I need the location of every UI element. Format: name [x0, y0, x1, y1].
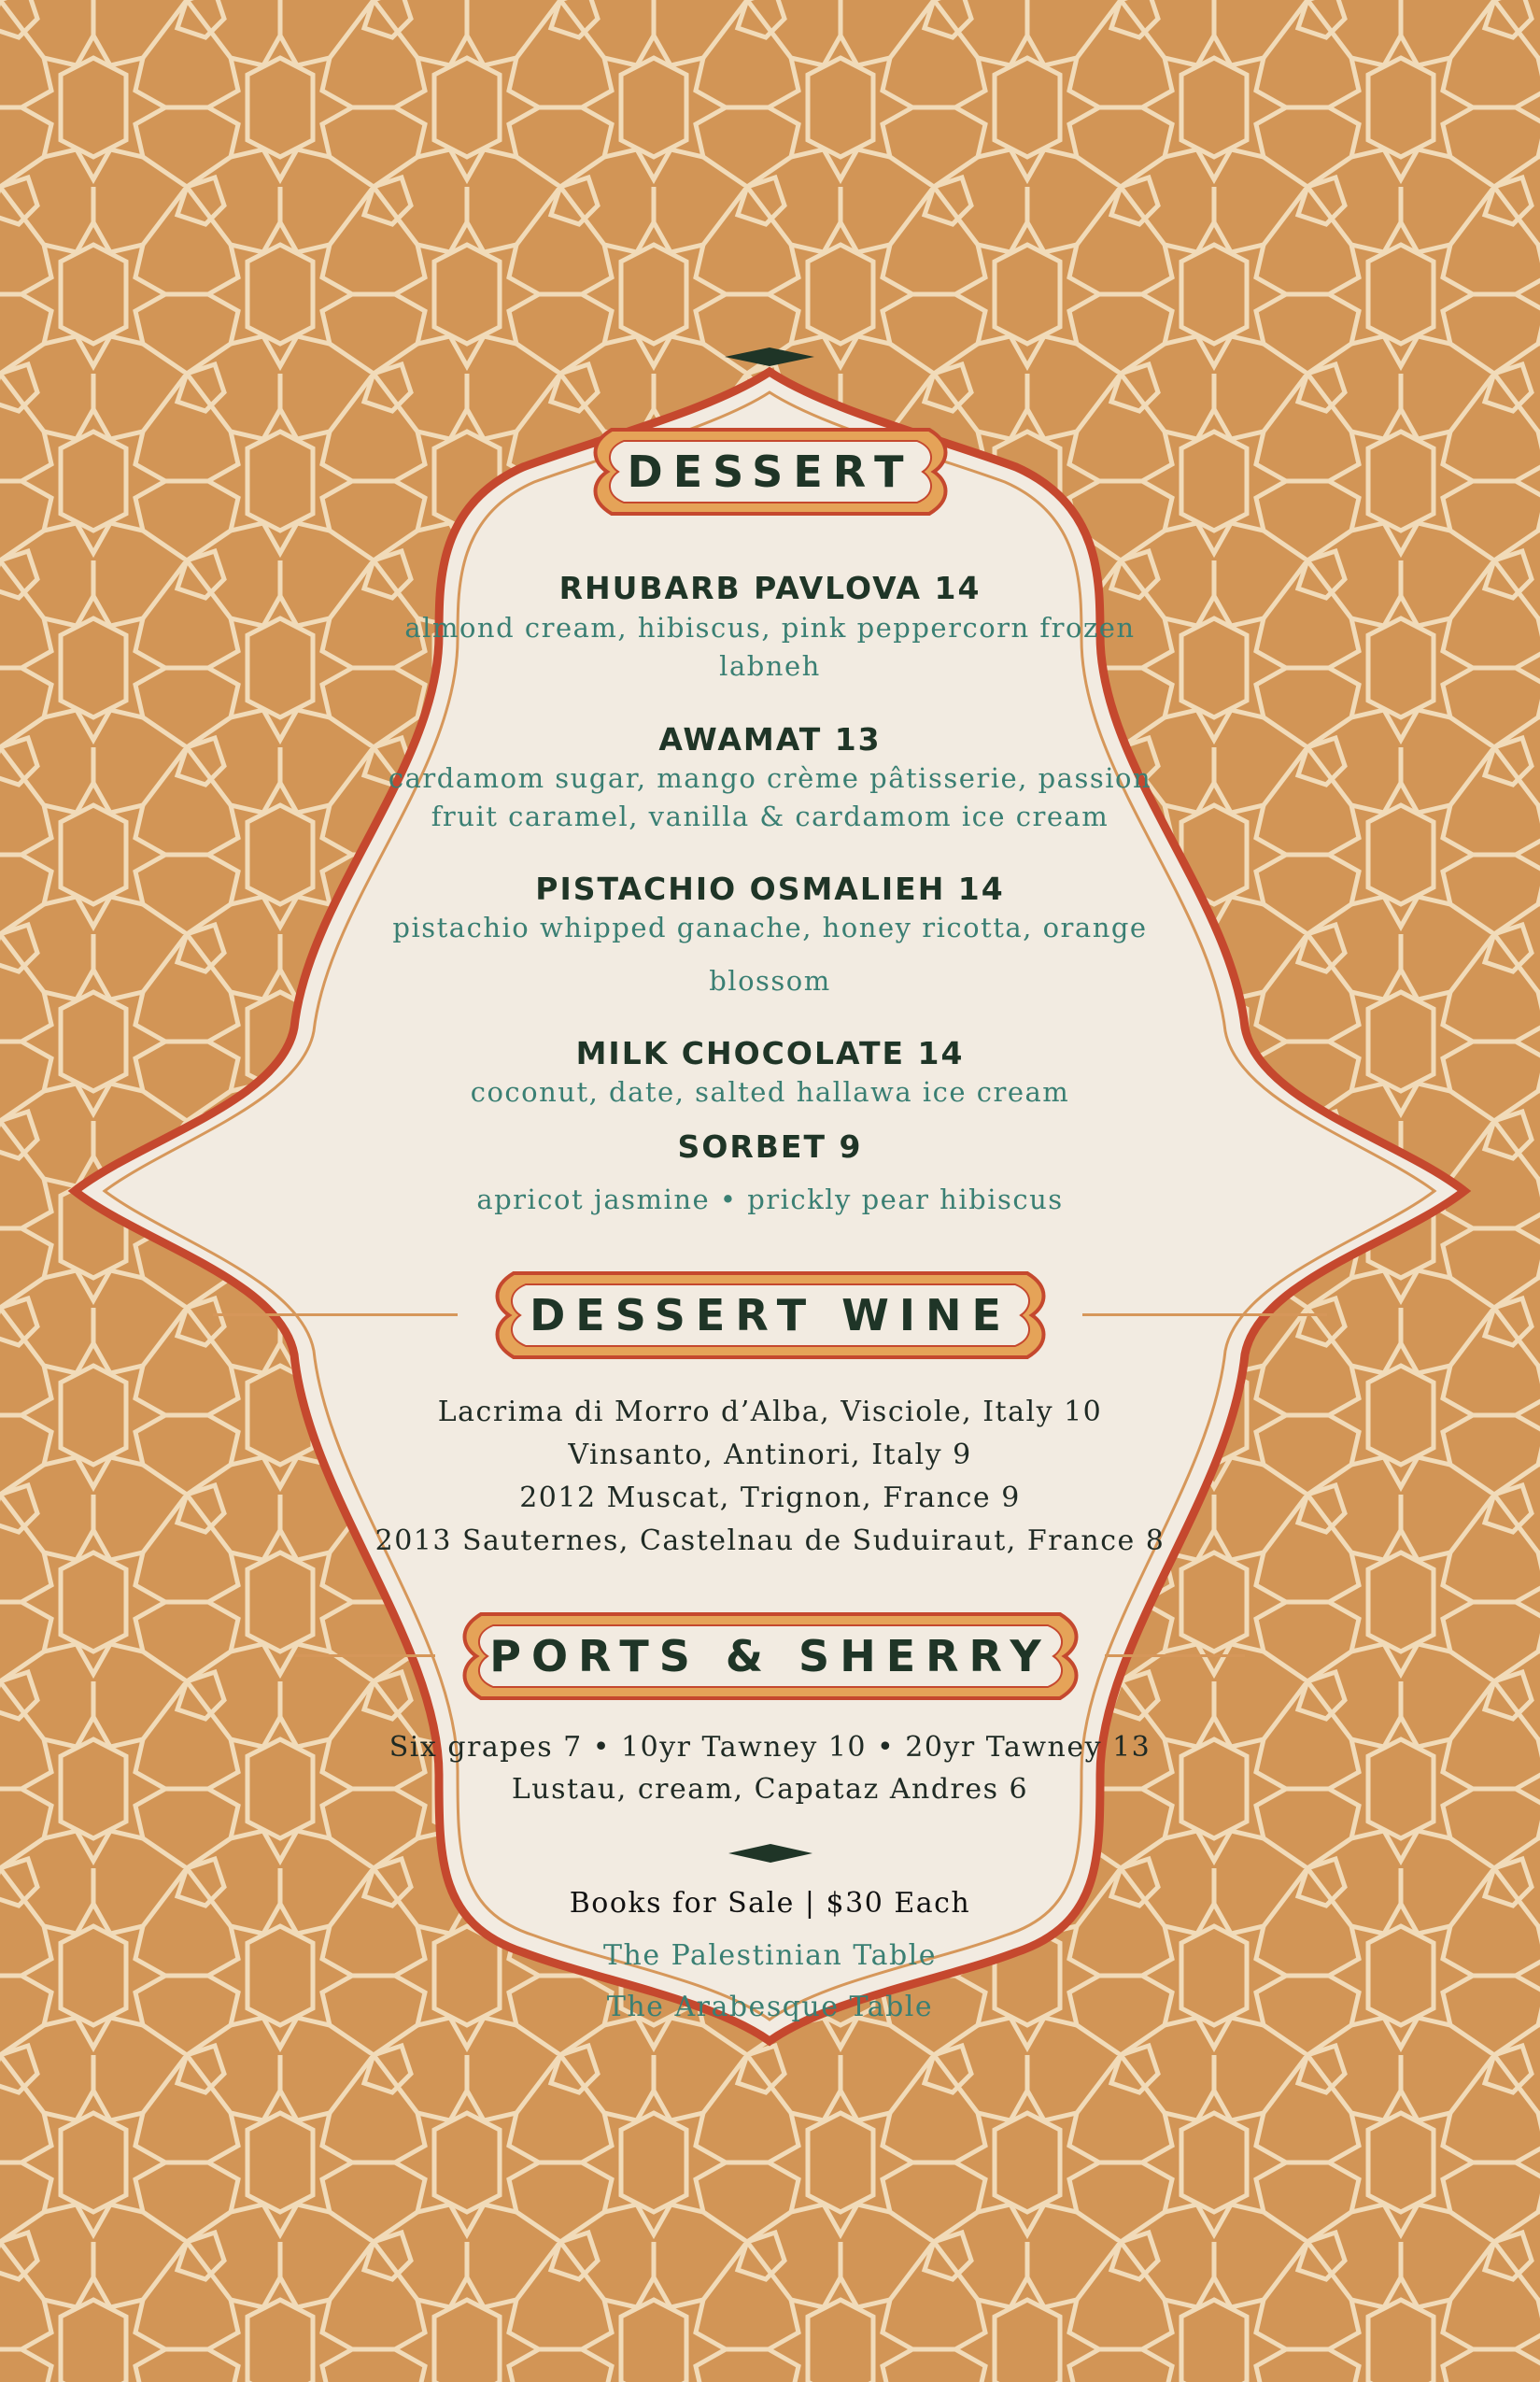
wine-line: Vinsanto, Antinori, Italy 9 [568, 1439, 972, 1471]
divider-line [295, 1654, 435, 1657]
menu-item-description: cardamom sugar, mango crème pâtisserie, passion [388, 762, 1152, 794]
menu-item-name: MILK CHOCOLATE 14 [575, 1035, 965, 1071]
dessert-title: DESSERT [627, 447, 914, 497]
dessert-wine-title: DESSERT WINE [530, 1290, 1011, 1340]
menu-item-description: fruit caramel, vanilla & cardamom ice cream [431, 801, 1109, 832]
books-heading: Books for Sale | $30 Each [569, 1887, 971, 1920]
wine-line: 2013 Sauternes, Castelnau de Suduiraut, France 8 [374, 1524, 1166, 1557]
wine-line: Lacrima di Morro d’Alba, Visciole, Italy 10 [437, 1396, 1103, 1428]
dessert-wine-list [355, 1392, 1185, 1569]
ports-sherry-title: PORTS & SHERRY [489, 1631, 1052, 1681]
menu-item-description: labneh [719, 650, 821, 682]
diamond-ornament-icon [727, 1842, 814, 1864]
menu-item-description: apricot jasmine • prickly pear hibiscus [476, 1184, 1064, 1215]
ports-sherry-list [355, 1731, 1185, 1824]
book-title: The Arabesque Table [606, 1991, 934, 2023]
dessert-list [355, 560, 1185, 1233]
menu-item-description: almond cream, hibiscus, pink peppercorn frozen [404, 612, 1136, 644]
books-section [355, 1887, 1185, 2046]
diamond-ornament-icon [723, 346, 816, 368]
menu-item-description: coconut, date, salted hallawa ice cream [470, 1076, 1070, 1108]
divider-line [213, 1313, 458, 1316]
dessert-banner [570, 411, 971, 532]
menu-item-description: blossom [709, 965, 831, 997]
dessert-wine-banner [472, 1255, 1069, 1376]
menu-item-name: AWAMAT 13 [658, 721, 882, 758]
divider-line [1105, 1654, 1245, 1657]
menu-item-description: pistachio whipped ganache, honey ricotta, orange [392, 912, 1148, 943]
menu-item-name: SORBET 9 [677, 1128, 863, 1165]
port-line: Lustau, cream, Capataz Andres 6 [511, 1773, 1029, 1806]
menu-item-name: PISTACHIO OSMALIEH 14 [535, 871, 1005, 907]
wine-line: 2012 Muscat, Trignon, France 9 [519, 1482, 1021, 1514]
book-title: The Palestinian Table [602, 1939, 938, 1972]
menu-item-name: RHUBARB PAVLOVA 14 [558, 570, 982, 606]
ports-sherry-banner [439, 1595, 1102, 1717]
divider-line [1082, 1313, 1327, 1316]
port-line: Six grapes 7 • 10yr Tawney 10 • 20yr Tawney 13 [389, 1731, 1151, 1764]
